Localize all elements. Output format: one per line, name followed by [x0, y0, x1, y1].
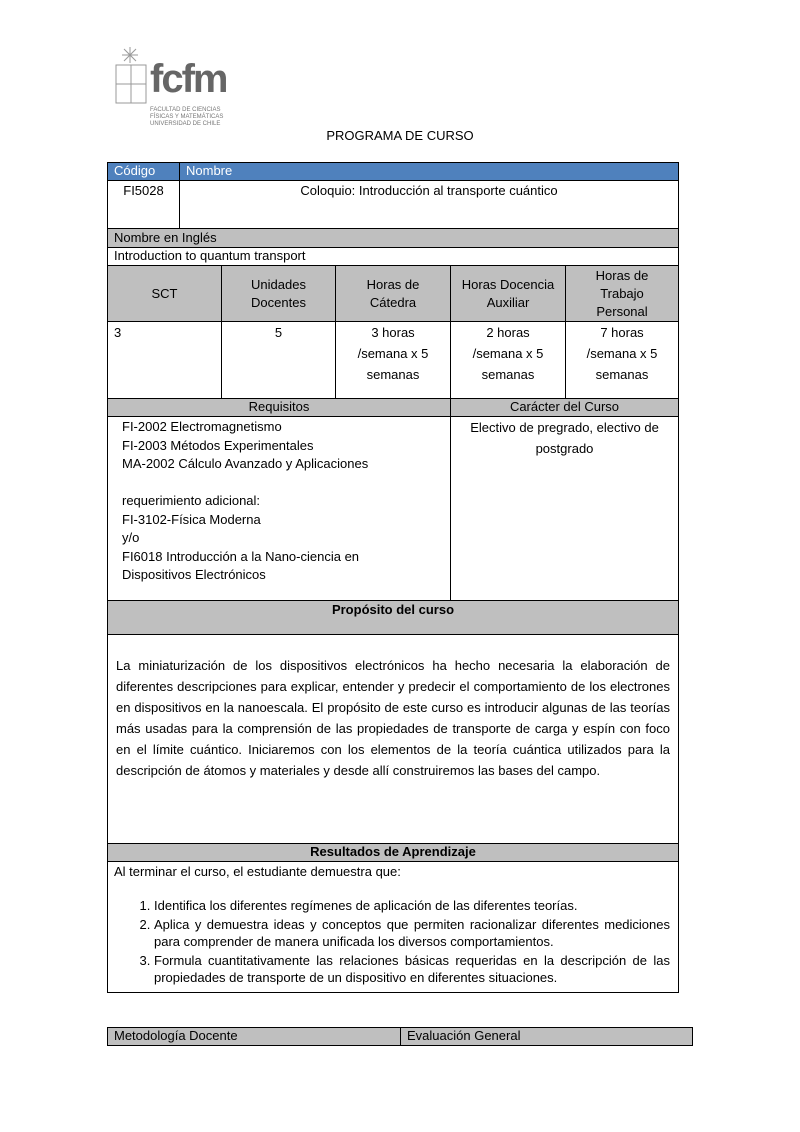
evaluacion-label: Evaluación General [400, 1027, 693, 1046]
requisito-item: y/o [122, 530, 140, 545]
resultados-list [114, 897, 670, 986]
resultados-content [107, 861, 679, 993]
requisitos-label: Requisitos [107, 398, 451, 417]
requisito-item: FI-3102-Física Moderna [122, 511, 261, 527]
proposito-text: La miniaturización de los dispositivos electrónicos ha hecho necesaria la elaboración de diferentes descripciones para explicar, entender y predecir el comportamiento de los electrones en dispositivos en la nanoescala. El propósito de este curso es introducir algunas de las teorías más usadas para la comprensión de las propiedades de transporte de carga y espín con foco en el límite cuántico. Iniciaremos con los elementos de la teoría cuántica utilizados para la descripción de átomos y materiales y desde allí construiremos las bases del campo. [116, 658, 670, 778]
ingles-value: Introduction to quantum transport [107, 247, 679, 266]
resultado-item: 3. Formula cuantitativamente las relaciones básicas requeridas en la descripción de las propiedades de transporte de un dispositivo en diferentes situaciones. [154, 952, 670, 986]
requisitos-list [107, 416, 451, 601]
hours-value-catedra: 3 horas /semana x 5 semanas [335, 321, 451, 399]
proposito-label: Propósito del curso [107, 600, 679, 635]
resultados-intro: Al terminar el curso, el estudiante demuestra que: [114, 864, 401, 879]
hours-value-sct: 3 [107, 321, 222, 399]
hours-value-unidades: 5 [221, 321, 336, 399]
logo-text: fcfm [150, 57, 227, 101]
hours-value-personal: 7 horas /semana x 5 semanas [565, 321, 679, 399]
ingles-label: Nombre en Inglés [107, 228, 679, 248]
caracter-value: Electivo de pregrado, electivo de postgrado [450, 416, 679, 601]
hours-header-unidades: Unidades Docentes [221, 265, 336, 322]
requisito-item: Dispositivos Electrónicos [122, 567, 266, 582]
requisito-item: FI-2002 Electromagnetismo [122, 419, 282, 434]
hours-header-auxiliar: Horas Docencia Auxiliar [450, 265, 566, 322]
metodologia-label: Metodología Docente [107, 1027, 401, 1046]
hours-value-auxiliar: 2 horas /semana x 5 semanas [450, 321, 566, 399]
nombre-value: Coloquio: Introducción al transporte cuántico [179, 180, 679, 229]
requisito-item: MA-2002 Cálculo Avanzado y Aplicaciones [122, 456, 369, 471]
nombre-label: Nombre [179, 162, 679, 181]
codigo-label: Código [107, 162, 180, 181]
resultado-item: 2. Aplica y demuestra ideas y conceptos que permiten racionalizar diferentes mediciones para comprender de manera unificada los diversos comportamientos. [154, 916, 670, 950]
resultados-label: Resultados de Aprendizaje [107, 843, 679, 862]
crest-icon [108, 45, 148, 110]
hours-header-catedra: Horas de Cátedra [335, 265, 451, 322]
hours-header-sct: SCT [107, 265, 222, 322]
resultado-item: 1. Identifica los diferentes regímenes de aplicación de las diferentes teorías. [154, 897, 670, 914]
page-title: PROGRAMA DE CURSO [326, 128, 474, 143]
requisito-item: FI-2003 Métodos Experimentales [122, 437, 314, 453]
logo-subtitle-1: FACULTAD DE CIENCIAS [150, 107, 221, 113]
codigo-value: FI5028 [107, 180, 180, 229]
caracter-label: Carácter del Curso [450, 398, 679, 417]
logo-subtitle-2: FÍSICAS Y MATEMÁTICAS [150, 114, 224, 120]
hours-header-personal: Horas de Trabajo Personal [565, 265, 679, 322]
requisito-item: FI6018 Introducción a la Nano-ciencia en [122, 548, 360, 564]
requisito-item: requerimiento adicional: [122, 493, 261, 508]
university-logo [108, 45, 238, 130]
logo-subtitle-3: UNIVERSIDAD DE CHILE [150, 121, 221, 127]
